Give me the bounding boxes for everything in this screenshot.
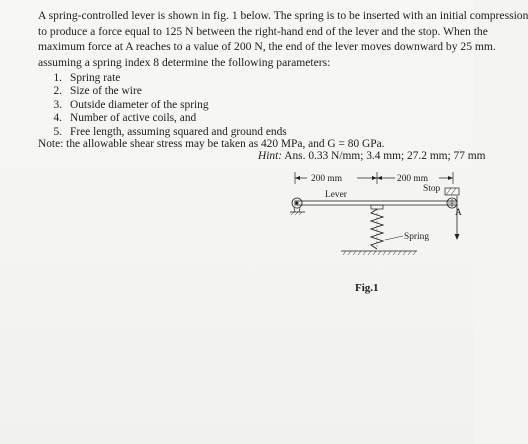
problem-line-2: to produce a force equal to 125 N between the right-hand end of the lever and the stop. When the xyxy=(38,24,488,38)
list-item: 1. Spring rate xyxy=(53,72,121,84)
point-a-label: A xyxy=(455,208,462,218)
lever-figure xyxy=(285,168,471,288)
note-text: Note: the allowable shear stress may be taken as 420 MPa, and G = 80 GPa. xyxy=(38,138,385,150)
hint-label: Hint: xyxy=(258,150,283,162)
dimension-right-label: 200 mm xyxy=(397,174,428,184)
spring-label: Spring xyxy=(404,232,430,242)
lever-label: Lever xyxy=(325,190,347,200)
problem-statement xyxy=(38,8,528,70)
problem-line-4: assuming a spring index 8 determine the following parameters: xyxy=(38,55,331,69)
list-item: 3. Outside diameter of the spring xyxy=(53,98,209,111)
stop-label: Stop xyxy=(423,184,441,194)
list-item: 5. Free length, assuming squared and ground ends xyxy=(53,125,287,138)
lever-bar xyxy=(295,201,457,205)
arrowhead-icon xyxy=(448,176,453,180)
ground-hatch xyxy=(343,251,416,255)
problem-line-3: maximum force at A reaches to a value of 200 N, the end of the lever moves downward by 25 mm. xyxy=(38,40,496,54)
arrowhead-icon xyxy=(295,176,300,180)
problem-line-1: A spring-controlled lever is shown in fig. 1 below. The spring is to be inserted with an initial compression xyxy=(38,9,528,22)
figure-caption: Fig.1 xyxy=(355,282,379,294)
hint-text xyxy=(258,150,486,162)
spring-seat xyxy=(371,205,383,209)
parameter-list xyxy=(52,72,287,139)
arrowhead-icon xyxy=(372,176,377,180)
hint-answers: Ans. 0.33 N/mm; 3.4 mm; 27.2 mm; 77 mm xyxy=(284,150,486,162)
list-item: 4. Number of active coils, and xyxy=(53,112,197,125)
list-item: 2. Size of the wire xyxy=(53,85,142,98)
dimension-left-label: 200 mm xyxy=(311,174,342,184)
arrow-down-icon xyxy=(455,234,460,240)
arrowhead-icon xyxy=(377,176,382,180)
